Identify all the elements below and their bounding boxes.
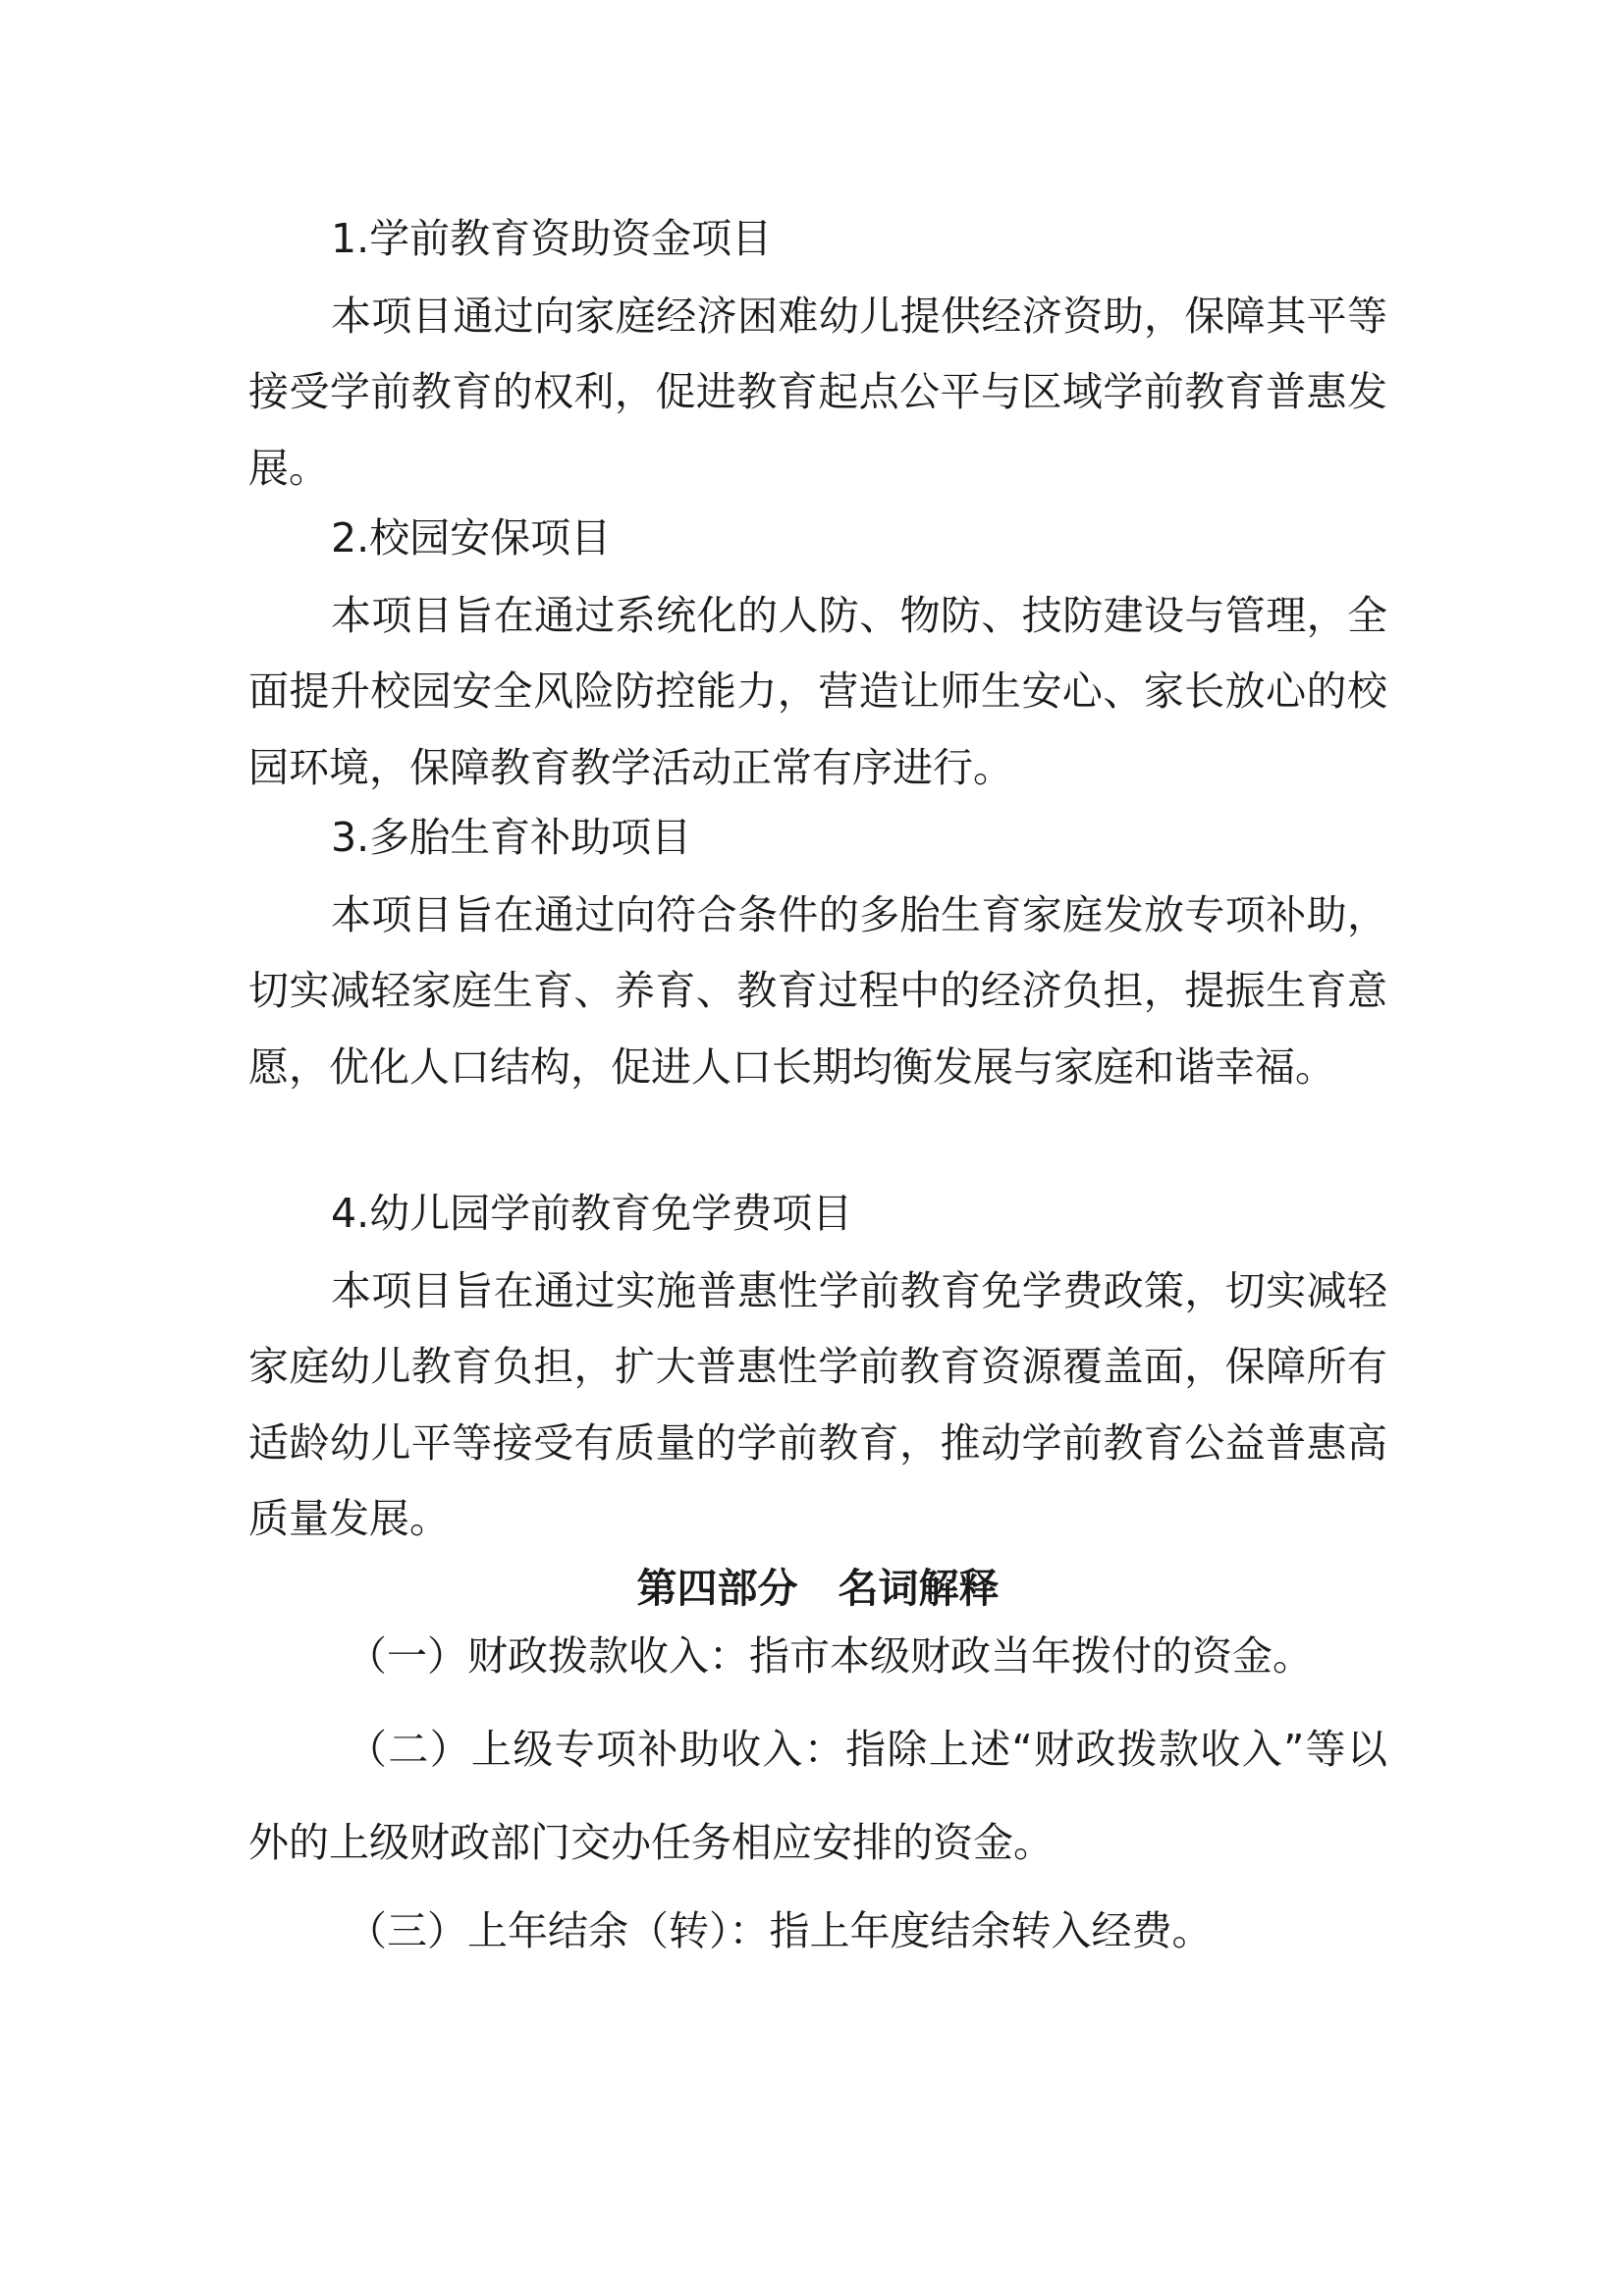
project-3-heading: 3.多胎生育补助项目	[331, 814, 692, 861]
project-1-heading: 1.学前教育资助资金项目	[331, 215, 773, 262]
project-4-heading: 4.幼儿园学前教育免学费项目	[331, 1190, 853, 1237]
project-2-heading: 2.校园安保项目	[331, 514, 612, 561]
definition-2: （二）上级专项补助收入：指除上述“财政拨款收入”等以外的上级财政部门交办任务相应安排的资金。	[248, 1726, 1387, 1866]
project-2-description: 本项目旨在通过系统化的人防、物防、技防建设与管理，全面提升校园安全风险防控能力，营造让师生安心、家长放心的校园环境，保障教育教学活动正常有序进行。	[248, 592, 1387, 791]
section-title: 第四部分 名词解释	[636, 1565, 1000, 1612]
project-1-description: 本项目通过向家庭经济困难幼儿提供经济资助，保障其平等接受学前教育的权利，促进教育起点公平与区域学前教育普惠发展。	[248, 293, 1387, 492]
project-4-description: 本项目旨在通过实施普惠性学前教育免学费政策，切实减轻家庭幼儿教育负担，扩大普惠性学前教育资源覆盖面，保障所有适龄幼儿平等接受有质量的学前教育，推动学前教育公益普惠高质量发展。	[248, 1267, 1387, 1542]
definition-1: （一）财政拨款收入：指市本级财政当年拨付的资金。	[347, 1632, 1313, 1680]
definition-3: （三）上年结余（转）：指上年度结余转入经费。	[347, 1907, 1213, 1954]
project-3-description: 本项目旨在通过向符合条件的多胎生育家庭发放专项补助，切实减轻家庭生育、养育、教育过程中的经济负担，提振生育意愿，优化人口结构，促进人口长期均衡发展与家庭和谐幸福。	[248, 891, 1387, 1091]
